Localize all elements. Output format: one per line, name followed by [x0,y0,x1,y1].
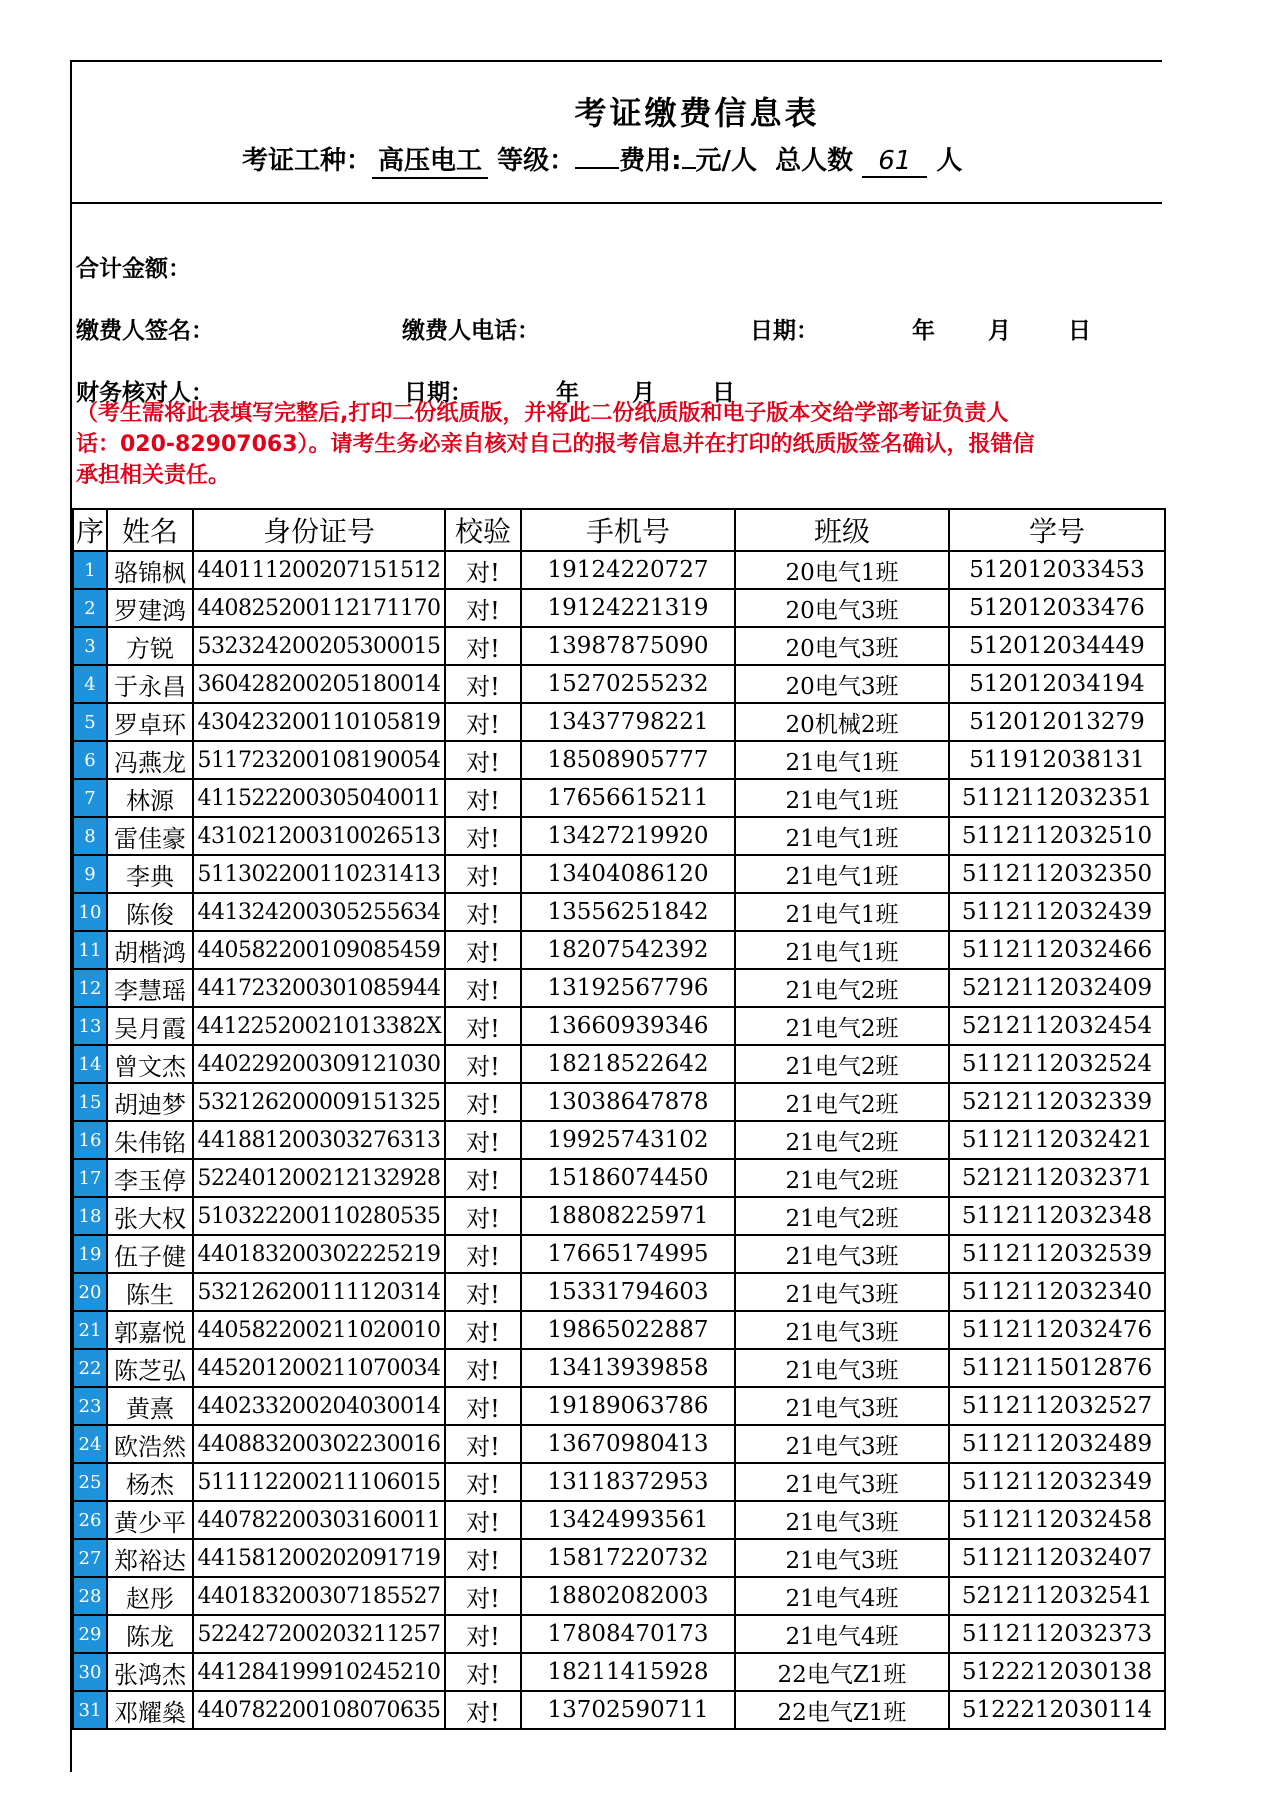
check-cell: 对! [445,779,521,817]
id-number-cell: 440883200302230016 [193,1425,445,1463]
name-cell: 胡迪梦 [107,1083,193,1121]
table-row [73,1501,1165,1539]
total-unit: 人 [936,146,963,176]
check-cell: 对! [445,1311,521,1349]
student-id-cell: 5212112032454 [949,1007,1165,1045]
index-cell: 27 [73,1539,107,1577]
check-cell: 对! [445,931,521,969]
phone-cell: 13118372953 [521,1463,735,1501]
name-cell: 邓耀燊 [107,1691,193,1729]
student-id-cell: 5212112032409 [949,969,1165,1007]
student-id-cell: 5112112032527 [949,1387,1165,1425]
phone-cell: 19124220727 [521,551,735,589]
index-cell: 16 [73,1121,107,1159]
check-cell: 对! [445,1045,521,1083]
total-amount-label: 合计金额： [76,256,191,282]
phone-cell: 15270255232 [521,665,735,703]
column-header-phone: 手机号 [521,509,735,551]
name-cell: 罗建鸿 [107,589,193,627]
class-cell: 21电气3班 [735,1273,949,1311]
phone-cell: 15331794603 [521,1273,735,1311]
id-number-cell: 411522200305040011 [193,779,445,817]
id-number-cell: 430423200110105819 [193,703,445,741]
check-cell: 对! [445,1425,521,1463]
name-cell: 张大权 [107,1197,193,1235]
id-number-cell: 441581200202091719 [193,1539,445,1577]
id-number-cell: 440582200211020010 [193,1311,445,1349]
class-cell: 21电气1班 [735,855,949,893]
table-row [73,1349,1165,1387]
check-cell: 对! [445,1615,521,1653]
id-number-cell: 511723200108190054 [193,741,445,779]
check-cell: 对! [445,1235,521,1273]
name-cell: 陈生 [107,1273,193,1311]
index-cell: 3 [73,627,107,665]
phone-cell: 17656615211 [521,779,735,817]
check-cell: 对! [445,1159,521,1197]
index-cell: 23 [73,1387,107,1425]
id-number-cell: 440183200307185527 [193,1577,445,1615]
student-id-cell: 5112112032340 [949,1273,1165,1311]
column-header-check: 校验 [445,509,521,551]
check-cell: 对! [445,1083,521,1121]
phone-cell: 18808225971 [521,1197,735,1235]
exam-type-value: 高压电工 [372,140,488,179]
table-row [73,1691,1165,1729]
name-cell: 李玉停 [107,1159,193,1197]
name-cell: 赵彤 [107,1577,193,1615]
name-cell: 骆锦枫 [107,551,193,589]
name-cell: 欧浩然 [107,1425,193,1463]
table-row [73,741,1165,779]
id-number-cell: 441324200305255634 [193,893,445,931]
index-cell: 17 [73,1159,107,1197]
table-row [73,1121,1165,1159]
column-header-class: 班级 [735,509,949,551]
class-cell: 21电气2班 [735,969,949,1007]
exam-type-label: 考证工种： [242,146,373,176]
id-number-cell: 532126200111120314 [193,1273,445,1311]
fee-unit: 元/人 [695,146,758,176]
date-year: 年 [912,318,935,344]
student-id-cell: 5122212030114 [949,1691,1165,1729]
table-row [73,1007,1165,1045]
phone-cell: 15186074450 [521,1159,735,1197]
name-cell: 雷佳豪 [107,817,193,855]
table-row [73,1311,1165,1349]
student-id-cell: 5112112032466 [949,931,1165,969]
column-header-student-id: 学号 [949,509,1165,551]
index-cell: 14 [73,1045,107,1083]
student-id-cell: 5112112032458 [949,1501,1165,1539]
index-cell: 18 [73,1197,107,1235]
class-cell: 20电气3班 [735,589,949,627]
name-cell: 罗卓环 [107,703,193,741]
date-label: 日期： [750,318,819,344]
check-cell: 对! [445,1653,521,1691]
check-cell: 对! [445,1273,521,1311]
class-cell: 21电气2班 [735,1121,949,1159]
class-cell: 21电气1班 [735,817,949,855]
fee-blank [682,167,696,169]
student-id-cell: 5122212030138 [949,1653,1165,1691]
id-number-cell: 445201200211070034 [193,1349,445,1387]
index-cell: 2 [73,589,107,627]
check-cell: 对! [445,969,521,1007]
candidate-table [72,508,1166,1730]
id-number-cell: 440233200204030014 [193,1387,445,1425]
id-number-cell: 440229200309121030 [193,1045,445,1083]
student-id-cell: 5112112032476 [949,1311,1165,1349]
table-row [73,1539,1165,1577]
check-cell: 对! [445,589,521,627]
table-row [73,1577,1165,1615]
class-cell: 21电气2班 [735,1045,949,1083]
table-row [73,1653,1165,1691]
column-header-name: 姓名 [107,509,193,551]
student-id-cell: 5112112032407 [949,1539,1165,1577]
class-cell: 20机械2班 [735,703,949,741]
phone-cell: 19925743102 [521,1121,735,1159]
student-id-cell: 5112112032489 [949,1425,1165,1463]
table-row [73,1273,1165,1311]
class-cell: 20电气3班 [735,665,949,703]
student-id-cell: 512012033453 [949,551,1165,589]
class-cell: 21电气2班 [735,1159,949,1197]
table-row [73,1425,1165,1463]
phone-cell: 13427219920 [521,817,735,855]
check-cell: 对! [445,893,521,931]
phone-cell: 13192567796 [521,969,735,1007]
check-cell: 对! [445,551,521,589]
class-cell: 21电气3班 [735,1387,949,1425]
index-cell: 22 [73,1349,107,1387]
student-id-cell: 5112112032351 [949,779,1165,817]
name-cell: 李典 [107,855,193,893]
phone-cell: 13670980413 [521,1425,735,1463]
check-cell: 对! [445,1577,521,1615]
check-cell: 对! [445,817,521,855]
index-cell: 9 [73,855,107,893]
class-cell: 21电气1班 [735,779,949,817]
finance-date-label: 日期： [404,380,473,406]
phone-cell: 18211415928 [521,1653,735,1691]
class-cell: 21电气3班 [735,1349,949,1387]
index-cell: 26 [73,1501,107,1539]
student-id-cell: 511912038131 [949,741,1165,779]
class-cell: 21电气1班 [735,931,949,969]
notice-line: （考生需将此表填写完整后,打印二份纸质版，并将此二份纸质版和电子版本交给学部考证负责人 [76,401,1009,426]
table-row [73,551,1165,589]
table-row [73,931,1165,969]
name-cell: 杨杰 [107,1463,193,1501]
index-cell: 28 [73,1577,107,1615]
index-cell: 25 [73,1463,107,1501]
name-cell: 陈龙 [107,1615,193,1653]
phone-cell: 18508905777 [521,741,735,779]
total-label: 总人数 [775,146,854,176]
table-row [73,817,1165,855]
class-cell: 21电气2班 [735,1007,949,1045]
name-cell: 陈俊 [107,893,193,931]
check-cell: 对! [445,1539,521,1577]
finance-date-month: 月 [632,380,655,406]
phone-cell: 18218522642 [521,1045,735,1083]
class-cell: 21电气2班 [735,1083,949,1121]
notice-text [76,398,1161,491]
phone-cell: 17808470173 [521,1615,735,1653]
table-row [73,1159,1165,1197]
id-number-cell: 532126200009151325 [193,1083,445,1121]
check-cell: 对! [445,665,521,703]
class-cell: 21电气3班 [735,1501,949,1539]
check-cell: 对! [445,627,521,665]
check-cell: 对! [445,1387,521,1425]
id-number-cell: 511302200110231413 [193,855,445,893]
index-cell: 21 [73,1311,107,1349]
payer-phone-label: 缴费人电话： [402,318,540,344]
check-cell: 对! [445,1463,521,1501]
name-cell: 郭嘉悦 [107,1311,193,1349]
index-cell: 13 [73,1007,107,1045]
student-id-cell: 5212112032371 [949,1159,1165,1197]
check-cell: 对! [445,855,521,893]
phone-cell: 18207542392 [521,931,735,969]
name-cell: 张鸿杰 [107,1653,193,1691]
student-id-cell: 5112112032348 [949,1197,1165,1235]
check-cell: 对! [445,1349,521,1387]
id-number-cell: 510322200110280535 [193,1197,445,1235]
table-row [73,1387,1165,1425]
id-number-cell: 440782200108070635 [193,1691,445,1729]
table-header-row [73,509,1165,551]
name-cell: 于永昌 [107,665,193,703]
finance-date-day: 日 [712,380,735,406]
student-id-cell: 512012034194 [949,665,1165,703]
id-number-cell: 431021200310026513 [193,817,445,855]
finance-date-year: 年 [556,380,579,406]
notice-line: 承担相关责任。 [76,463,231,488]
total-value: 61 [862,146,927,178]
phone-cell: 13424993561 [521,1501,735,1539]
name-cell: 伍子健 [107,1235,193,1273]
id-number-cell: 441723200301085944 [193,969,445,1007]
index-cell: 24 [73,1425,107,1463]
header-box [72,62,1162,204]
class-cell: 21电气4班 [735,1577,949,1615]
phone-cell: 13702590711 [521,1691,735,1729]
page-title: 考证缴费信息表 [574,94,820,132]
phone-cell: 13038647878 [521,1083,735,1121]
table-row [73,1463,1165,1501]
index-cell: 30 [73,1653,107,1691]
check-cell: 对! [445,1197,521,1235]
phone-cell: 13413939858 [521,1349,735,1387]
table-row [73,1083,1165,1121]
name-cell: 黄少平 [107,1501,193,1539]
table-row [73,893,1165,931]
id-number-cell: 522427200203211257 [193,1615,445,1653]
date-month: 月 [988,318,1011,344]
class-cell: 21电气3班 [735,1311,949,1349]
student-id-cell: 5112112032539 [949,1235,1165,1273]
index-cell: 11 [73,931,107,969]
check-cell: 对! [445,1121,521,1159]
student-id-cell: 5112112032421 [949,1121,1165,1159]
phone-cell: 19124221319 [521,589,735,627]
class-cell: 21电气3班 [735,1539,949,1577]
id-number-cell: 511112200211106015 [193,1463,445,1501]
name-cell: 胡楷鸿 [107,931,193,969]
fee-info-sheet [70,60,1162,1772]
phone-cell: 18802082003 [521,1577,735,1615]
student-id-cell: 512012034449 [949,627,1165,665]
id-number-cell: 440825200112171170 [193,589,445,627]
student-id-cell: 5112115012876 [949,1349,1165,1387]
index-cell: 4 [73,665,107,703]
check-cell: 对! [445,1007,521,1045]
index-cell: 29 [73,1615,107,1653]
class-cell: 22电气Z1班 [735,1653,949,1691]
student-id-cell: 5212112032541 [949,1577,1165,1615]
table-row [73,627,1165,665]
phone-cell: 13437798221 [521,703,735,741]
student-id-cell: 5112112032349 [949,1463,1165,1501]
table-row [73,665,1165,703]
id-number-cell: 440111200207151512 [193,551,445,589]
id-number-cell: 441881200303276313 [193,1121,445,1159]
index-cell: 5 [73,703,107,741]
index-cell: 20 [73,1273,107,1311]
column-header-index: 序 [73,509,107,551]
table-row [73,855,1165,893]
check-cell: 对! [445,741,521,779]
check-cell: 对! [445,1691,521,1729]
student-id-cell: 5112112032524 [949,1045,1165,1083]
phone-cell: 13404086120 [521,855,735,893]
class-cell: 21电气1班 [735,893,949,931]
id-number-cell: 522401200212132928 [193,1159,445,1197]
phone-cell: 13556251842 [521,893,735,931]
table-row [73,1235,1165,1273]
id-number-cell: 532324200205300015 [193,627,445,665]
index-cell: 15 [73,1083,107,1121]
phone-cell: 17665174995 [521,1235,735,1273]
class-cell: 21电气3班 [735,1425,949,1463]
table-row [73,969,1165,1007]
check-cell: 对! [445,1501,521,1539]
id-number-cell: 440582200109085459 [193,931,445,969]
class-cell: 21电气2班 [735,1197,949,1235]
student-id-cell: 5112112032373 [949,1615,1165,1653]
column-header-id-number: 身份证号 [193,509,445,551]
table-row [73,1045,1165,1083]
table-row [73,779,1165,817]
name-cell: 方锐 [107,627,193,665]
phone-cell: 19865022887 [521,1311,735,1349]
class-cell: 20电气3班 [735,627,949,665]
class-cell: 21电气1班 [735,741,949,779]
student-id-cell: 5212112032339 [949,1083,1165,1121]
phone-cell: 13660939346 [521,1007,735,1045]
payer-sign-label: 缴费人签名： [76,318,214,344]
id-number-cell: 360428200205180014 [193,665,445,703]
class-cell: 20电气1班 [735,551,949,589]
name-cell: 吴月霞 [107,1007,193,1045]
name-cell: 李慧瑶 [107,969,193,1007]
student-id-cell: 5112112032510 [949,817,1165,855]
student-id-cell: 512012033476 [949,589,1165,627]
student-id-cell: 512012013279 [949,703,1165,741]
name-cell: 林源 [107,779,193,817]
exam-summary-line [242,140,962,179]
phone-cell: 19189063786 [521,1387,735,1425]
index-cell: 19 [73,1235,107,1273]
name-cell: 黄熹 [107,1387,193,1425]
name-cell: 冯燕龙 [107,741,193,779]
level-blank [575,167,619,169]
level-label: 等级： [497,146,576,176]
table-row [73,703,1165,741]
class-cell: 22电气Z1班 [735,1691,949,1729]
name-cell: 曾文杰 [107,1045,193,1083]
student-id-cell: 5112112032350 [949,855,1165,893]
index-cell: 10 [73,893,107,931]
id-number-cell: 44122520021013382X [193,1007,445,1045]
date-day: 日 [1068,318,1091,344]
notice-line: 话：020-82907063）。请考生务必亲自核对自己的报考信息并在打印的纸质版签名确认，报错信 [76,432,1035,457]
name-cell: 朱伟铭 [107,1121,193,1159]
index-cell: 12 [73,969,107,1007]
table-body [73,551,1165,1729]
name-cell: 陈芝弘 [107,1349,193,1387]
index-cell: 7 [73,779,107,817]
student-id-cell: 5112112032439 [949,893,1165,931]
class-cell: 21电气3班 [735,1463,949,1501]
class-cell: 21电气4班 [735,1615,949,1653]
index-cell: 8 [73,817,107,855]
table-row [73,1615,1165,1653]
id-number-cell: 441284199910245210 [193,1653,445,1691]
index-cell: 31 [73,1691,107,1729]
id-number-cell: 440183200302225219 [193,1235,445,1273]
index-cell: 1 [73,551,107,589]
phone-cell: 15817220732 [521,1539,735,1577]
phone-cell: 13987875090 [521,627,735,665]
id-number-cell: 440782200303160011 [193,1501,445,1539]
finance-checker-label: 财务核对人： [76,380,214,406]
table-row [73,1197,1165,1235]
table-row [73,589,1165,627]
fee-label: 费用: [619,146,682,176]
check-cell: 对! [445,703,521,741]
class-cell: 21电气3班 [735,1235,949,1273]
index-cell: 6 [73,741,107,779]
name-cell: 郑裕达 [107,1539,193,1577]
